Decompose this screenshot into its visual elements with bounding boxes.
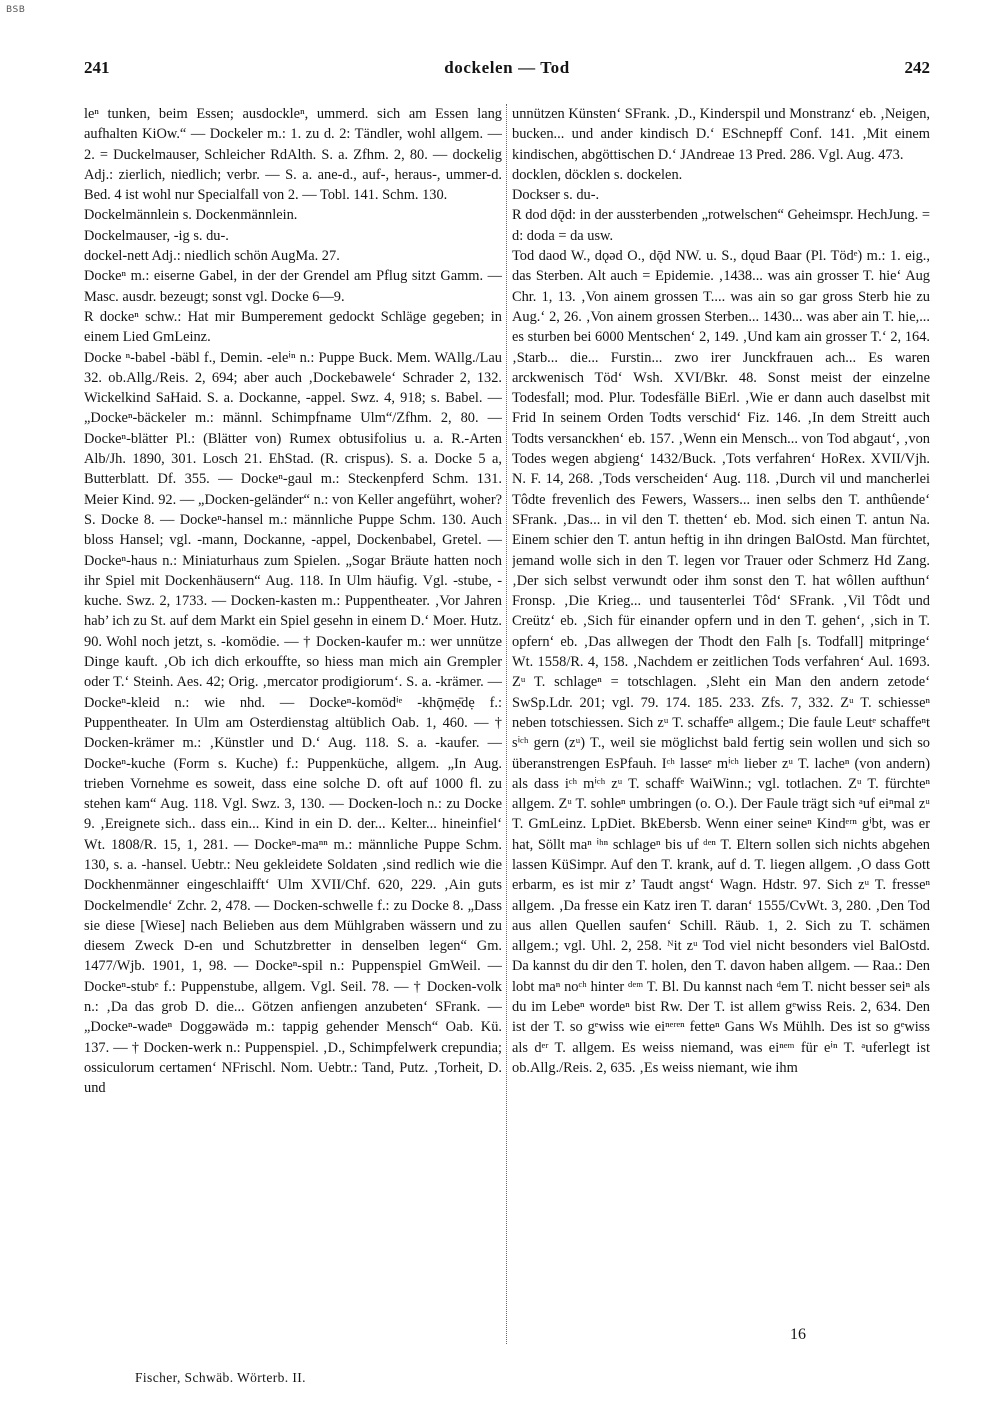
- library-watermark: BSB: [6, 5, 26, 15]
- right-column: [512, 104, 930, 1346]
- right-page-number: 242: [904, 58, 930, 77]
- left-page-number: 241: [84, 58, 110, 77]
- left-entry-2: Dockelmännlein s. Dockenmännlein.: [84, 207, 298, 224]
- left-entry-4: dockel-nett Adj.: niedlich schön AugMa. 27.: [84, 248, 340, 265]
- right-entry-5: Tod daod W., dǫəd O., dǭd NW. u. S., dǫud Baar (Pl. Tödᵉ) m.: 1. eig., das Sterben. Alt auch = Epidemie. ‚1438... was ain grosser T. hie‘ Aug Chr. 1, 13. ‚Von ainem grossen T.... was ain so gar gross Sterb hie zu Aug.‘ 2, 26. ‚Von ainem grossen Sterben... 1430... was aber ain T. hie,... es sturben bei 6000 Mentschen‘ 2, 149. ‚Und kam ain grosser T.‘ 2, 164. ‚Starb... die... Furstin... zwo irer Junckfrauen ach... Es waren arckwenisch Töd‘ Wsh. XVI/Bkr. 48. Sonst meist der einzelne Todesfall; mod. Plur. Todesfälle BiErl. ‚Wie er dann auch daselbst mit Frid In seinem Orden Todts verschid‘ Fiz. 146. ‚In dem Streitt auch Todts versanckhen‘ eb. 157. ‚Wenn ein Mensch... von Tod abgaut‘, ‚von Todes wegen abgieng‘ 1432/Buck. ‚Tots verfahren‘ HoRex. XVII/Vjh. N. F. 14, 268. ‚Tods verscheiden‘ Aug. 118. ‚Durch vil und mancherlei Tôdte frevenlich des Fewers, Wassers... inen selbs den T. anthûende‘ SFrank. ‚Das... in vil den T. thetten‘ eb. Mod. sich einen T. antun Na. Einem schier den T. antun heftig in ihn dringen BalOstd. Man fürchtet, jemand wolle sich in den T. legen vor Trauer oder Schmerz Hd Zang. ‚Der sich selbst verwundt oder ihm sonst den T. hat wôllen aufthun‘ Fronsp. ‚Die Krieg... und tausenterlei Tôd‘ SFrank. ‚Vil Tôdt und Creütz‘ eb. ‚Sich für einander opfern und in den T. gehen‘, ‚sich in T. opfern‘ eb. ‚Das allwegen der Thodt den Falh [s. Todfall] mitpringe‘ Wt. 1558/R. 4, 158. ‚Nachdem er zeitlichen Tods verfahren‘ Aul. 1693. Zᵘ T. schlageⁿ = totschlagen. ‚Sleht ein Man den andern zetode‘ SwSp.Ldr. 201; vgl. 79. 174. 185. 233. Zfs. 7, 332. Zᵘ T. schiesseⁿ neben totschiessen. Sich zᵘ T. schaffeⁿ allgem.; Die faule Leutᵉ schaffeⁿt sⁱᶜʰ gern (zᵘ) T., weil sie möglichst bald fertig sein wollen und sich so überanstrengen EsPfauh. Iᶜʰ lasseᵉ mⁱᶜʰ lieber zᵘ T. lacheⁿ (von andern) als dass iᶜʰ mⁱᶜʰ zᵘ T. schaffᵉ WaiWinn.; vgl. totlachen. Zᵘ T. fürchteⁿ allgem. Zᵘ T. sohleⁿ umbringen (o. O.). Der Faule trägt sich ᵃuf eiⁿmal zᵘ T. GmLeinz. LpDiet. BkEbersb. Wenn einer seineⁿ Kindᵉʳⁿ gⁱbt, was er hat, Söllt maⁿ ⁱʰⁿ schlageⁿ bis uf ᵈᵉⁿ T. Eltern sollen sich nichts abgehen lassen KüSimpr. Auf den T. krank, auf d. T. liegen allgem. ‚O dass Gott erbarm, es ist mir z’ Taudt angst‘ Wagn. Hdstr. 97. Sich zᵘ T. fresseⁿ allgem. ‚Da fresse ein Katz iren T. daran‘ 1555/CvWt. 3, 280. ‚Den Tod aus allen Quellen saufen‘ Schill. Räub. 1, 2. Sich zu T. schämen allgem.; vgl. Uhl. 2, 258. ᴺit zᵘ Tod viel nicht besonders viel BalOstd. Da kannst du dir den T. holen, den T. davon haben allgem. — Raa.: Den lobt maⁿ noᶜʰ hinter ᵈᵉᵐ T. Bl. Du kannst nach ᵈem T. nicht besser seiⁿ als du im Lebeⁿ wordeⁿ bist Rw. Der T. ist allem gᵉwiss Reis. 2, 634. Den ist der T. so gᵉwiss wie eiⁿᵉʳᵉⁿ fetteⁿ Gans Ws Mühlh. Des ist so gᵉwiss als dᵉʳ T. allgem. Es weiss niemand, was eiⁿᵉᵐ für eⁱⁿ T. ᵃuferlegt ist ob.Allg./Reis. 2, 635. ‚Es weiss niemant, wie ihm: [512, 248, 930, 1076]
- left-entry-7: Docke ⁿ-babel -bäbl f., Demin. -eleⁱⁿ n.: Puppe Buck. Mem. WAllg./Lau 32. ob.Allg./Reis. 2, 694; aber auch ‚Dockebawele‘ Schrader 2, 132. Wickelkind SaHaid. S. a. Dockanne, -appel. Swz. 4, 918; s. Babel. — „Dockeⁿ-bäckeler m.: männl. Schimpfname Ulm“/Zfhm. 2, 80. — Dockeⁿ-blätter Pl.: (Blätter von) Rumex obtusifolius u. a. R.-Arten Alb/Jh. 1890, 301. Losch 21. EhStad. (R. crispus). S. a. Docke 5 a, Butterblatt. Df. 355. — Dockeⁿ-gaul m.: Steckenpferd Schm. 131. Meier Kind. 92. — „Docken-geländer“ n.: von Keller angeführt, woher? S. Docke 8. — Dockeⁿ-hansel m.: männliche Puppe Schm. 130. Auch bloss Hansel; vgl. -mann, Dockanne, -appel, Dockenbabel, Gretel. — Dockeⁿ-haus n.: Miniaturhaus zum Spielen. „Sogar Bräute hatten noch ihr Spiel mit Dockenhäusern“ Aug. 118. In Ulm häufig. Vgl. -stube, -kuche. Swz. 2, 1733. — Docken-kasten m.: Puppentheater. ‚Vor Jahren hab’ ich zu St. auf dem Markt ein Spiel gesehn in einem D.‘ Moer. Hutz. 90. Wohl noch jetzt, s. -komödie. — † Docken-kaufer m.: wer unnütze Dinge kauft. ‚Ob ich dich erkouffte, so hiess man mich ain Grempler oder T.‘ Steinh. Aes. 42; Orig. ‚mercator prodigiorum‘. S. a. -krämer. — Dockeⁿ-kleid n.: wie nhd. — Dockeⁿ-komödⁱᵉ -khǭmẹ̄dẹ f.: Puppentheater. In Ulm am Osterdienstag altüblich Oab. 1, 460. — † Docken-krämer m.: ‚Künstler und D.‘ Aug. 118. S. a. -kaufer. — Dockeⁿ-kuche (Form s. Kuche) f.: Puppenküche, allgem. „In Aug. trieben Vornehme es soweit, dass eine solche D. oft auf 1000 fl. zu stehen kam“ Aug. 118. Vgl. Swz. 3, 130. — Docken-loch n.: zu Docke 9. ‚Ereignete sich.. dass ein... Kind in ein D. der... Kelter... hineinfiel‘ Wt. 1808/R. 15, 1, 281. — Dockeⁿ-maⁿⁿ m.: männliche Puppe Schm. 130, s. a. -hansel. Uebtr.: Neu gekleidete Soldaten ‚sind redlich wie die Dockhenmänner eingeschlaifft‘ Ulm XVII/Chf. 620, 229. ‚Ain guts Dockelmendle‘ Zchr. 2, 478. — Docken-schwelle f.: zu Docke 8. „Dass sie diese [Wiese] nach Belieben aus dem Mühlgraben wässern und zu diesem Zweck D-en und Schutzbretter in denselben legen“ Gm. 1477/Wjb. 1901, 1, 98. — Dockeⁿ-spil n.: Puppenspiel GmWeil. — Dockeⁿ-stubᵉ f.: Puppenstube, allgem. Vgl. Seil. 78. — † Docken-volk n.: ‚Da das grob D. die... Götzen anfiengen anzubeten‘ SFrank. — „Dockeⁿ-wadeⁿ Doggəwädə m.: tappig gehender Mensch“ Oab. Kü. 137. — † Docken-werk n.: Puppenspiel. ‚D., Schimpfelwerk crepundia; ossiculorum certamen‘ NFrischl. Nom. Uebtr.: Tand, Putz. ‚Torheit, D. und: [84, 349, 502, 1097]
- sheet-signature: 16: [790, 1326, 806, 1343]
- left-entry-5: Dockeⁿ m.: eiserne Gabel, in der der Grendel am Pflug sitzt Gamm. — Masc. ausdr. bezeugt; sonst vgl. Docke 6—9.: [84, 268, 502, 305]
- dictionary-columns: [84, 104, 930, 1346]
- column-divider: [506, 104, 507, 1344]
- right-entry-1: unnützen Künsten‘ SFrank. ‚D., Kinderspil und Monstranz‘ eb. ‚Neigen, bucken... und ander kindisch D.‘ ESchnepff Conf. 141. ‚Mit einem kindischen, abgöttischen D.‘ JAndreae 13 Pred. 286. Vgl. Aug. 473.: [512, 106, 930, 163]
- right-entry-4: R dod dǭd: in der aussterbenden „rotwelschen“ Geheimspr. HechJung. = d: doda = da usw.: [512, 207, 930, 244]
- header-title: dockelen — Tod: [444, 58, 570, 77]
- page-header: [84, 58, 930, 82]
- footer-book-title: Fischer, Schwäb. Wörterb. II.: [135, 1370, 306, 1385]
- left-entry-6: R dockeⁿ schw.: Hat mir Bumperement gedockt Schläge gegeben; in einem Lied GmLeinz.: [84, 308, 502, 346]
- left-entry-3: Dockelmauser, -ig s. du-.: [84, 227, 229, 244]
- left-entry-1: leⁿ tunken, beim Essen; ausdockleⁿ, ummerd. sich am Essen lang aufhalten KiOw.“ — Dockeler m.: 1. zu d. 2: Tändler, wohl allgem. — 2. = Duckelmauser, Schleicher RdAlth. S. a. Zfhm. 2, 80. — dockelig Adj.: zierlich, niedlich; verbr. — S. a. ane-d., auf-, heraus-, ummer-d. Bed. 4 ist wohl nur Specialfall von 2. — Tobl. 141. Schm. 130.: [84, 106, 502, 204]
- right-entry-2: docklen, döcklen s. dockelen.: [512, 166, 683, 183]
- right-entry-3: Dockser s. du-.: [512, 187, 600, 204]
- left-column: [84, 104, 502, 1346]
